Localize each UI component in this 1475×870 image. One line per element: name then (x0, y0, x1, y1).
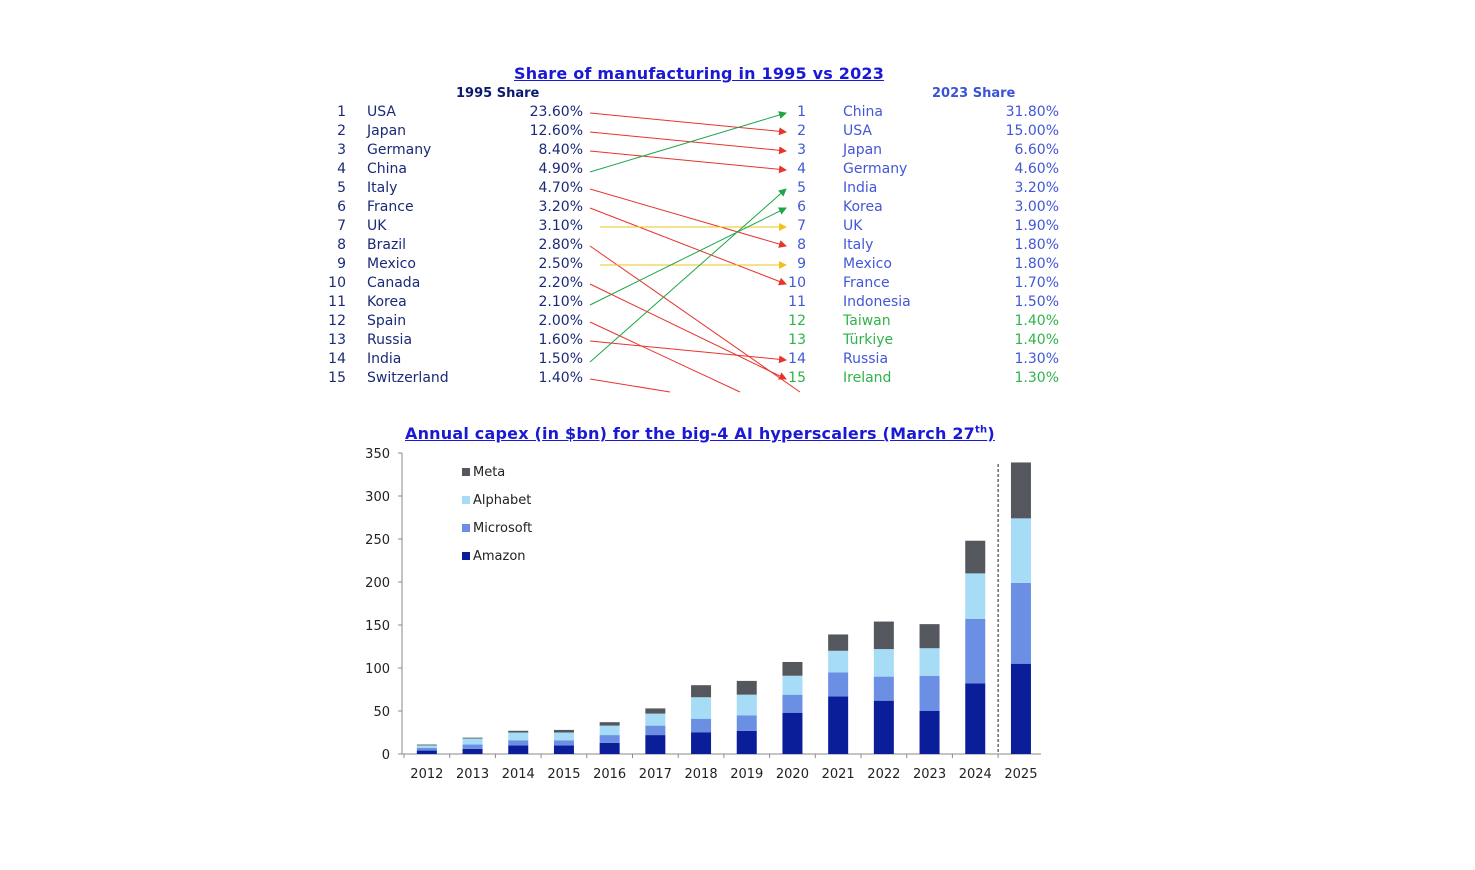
legend-swatch-alphabet (462, 496, 470, 504)
bar-alphabet-2018 (691, 697, 711, 719)
x-tick-label: 2025 (1004, 767, 1038, 782)
capex-title-suffix: ) (987, 424, 995, 443)
country-1995: Italy (367, 180, 398, 196)
share-1995: 1.40% (538, 370, 583, 386)
bar-microsoft-2016 (600, 735, 620, 743)
arrow-rank-14 (590, 189, 786, 362)
arrow-rank-15 (590, 379, 670, 392)
arrow-rank-3 (590, 151, 786, 170)
country-1995: Mexico (367, 256, 416, 272)
rank-2023: 4 (797, 161, 806, 177)
bar-amazon-2019 (737, 731, 757, 754)
legend-swatch-microsoft (462, 524, 470, 532)
rank-1995: 15 (328, 370, 346, 386)
rank-2023: 12 (788, 313, 806, 329)
y-tick-label: 0 (381, 748, 390, 763)
share-2023: 6.60% (1014, 142, 1059, 158)
arrow-rank-13 (590, 341, 786, 360)
country-2023: Italy (843, 237, 874, 253)
bar-amazon-2023 (920, 711, 940, 754)
bar-meta-2015 (554, 730, 574, 733)
bar-alphabet-2012 (417, 745, 437, 748)
share-2023: 3.20% (1014, 180, 1059, 196)
arrow-rank-5 (590, 189, 786, 246)
x-tick-label: 2014 (501, 767, 535, 782)
country-1995: Japan (367, 123, 407, 139)
country-2023: China (843, 104, 883, 120)
rank-1995: 8 (337, 237, 346, 253)
bar-amazon-2022 (874, 701, 894, 754)
country-2023: Germany (843, 161, 908, 177)
bar-microsoft-2015 (554, 740, 574, 745)
bar-alphabet-2025 (1011, 518, 1031, 583)
capex-title-main: Annual capex (in $bn) for the big-4 AI hyperscalers (March 27 (405, 424, 975, 443)
rank-1995: 10 (328, 275, 346, 291)
country-1995: Canada (367, 275, 421, 291)
country-2023: Korea (843, 199, 883, 215)
share-1995: 2.00% (538, 313, 583, 329)
bar-amazon-2015 (554, 745, 574, 754)
rank-1995: 1 (337, 104, 346, 120)
share-2023: 1.30% (1014, 370, 1059, 386)
x-tick-label: 2012 (410, 767, 444, 782)
bar-microsoft-2025 (1011, 583, 1031, 664)
bar-microsoft-2021 (828, 672, 848, 696)
bar-meta-2016 (600, 722, 620, 725)
share-2023: 1.90% (1014, 218, 1059, 234)
bar-meta-2017 (645, 708, 665, 713)
share-2023: 1.40% (1014, 313, 1059, 329)
arrow-rank-10 (590, 284, 786, 379)
bar-alphabet-2023 (920, 648, 940, 676)
bar-amazon-2024 (965, 683, 985, 754)
manufacturing-title: Share of manufacturing in 1995 vs 2023 (514, 64, 885, 83)
bar-alphabet-2013 (463, 739, 483, 745)
country-1995: China (367, 161, 407, 177)
rank-2023: 10 (788, 275, 806, 291)
bar-microsoft-2017 (645, 726, 665, 735)
bar-amazon-2017 (645, 735, 665, 754)
rank-1995: 6 (337, 199, 346, 215)
country-1995: UK (367, 218, 387, 234)
bar-meta-2023 (920, 624, 940, 648)
bar-amazon-2013 (463, 749, 483, 754)
arrow-rank-11 (590, 208, 786, 305)
legend-label-meta: Meta (473, 465, 506, 480)
bar-alphabet-2021 (828, 651, 848, 673)
bar-amazon-2012 (417, 751, 437, 754)
bar-meta-2012 (417, 745, 437, 746)
legend-swatch-amazon (462, 552, 470, 560)
y-tick-label: 100 (365, 662, 390, 677)
bar-alphabet-2022 (874, 649, 894, 677)
x-tick-label: 2021 (821, 767, 855, 782)
y-tick-label: 50 (373, 705, 390, 720)
x-tick-label: 2022 (867, 767, 901, 782)
rank-2023: 13 (788, 332, 806, 348)
rank-2023: 14 (788, 351, 806, 367)
x-tick-label: 2023 (913, 767, 947, 782)
legend-label-alphabet: Alphabet (473, 493, 532, 508)
country-2023: France (843, 275, 890, 291)
rank-2023: 7 (797, 218, 806, 234)
y-tick-label: 250 (365, 533, 390, 548)
bar-meta-2014 (508, 731, 528, 733)
rank-1995: 12 (328, 313, 346, 329)
share-1995: 2.50% (538, 256, 583, 272)
share-1995: 8.40% (538, 142, 583, 158)
bar-meta-2021 (828, 634, 848, 650)
country-2023: India (843, 180, 878, 196)
bar-microsoft-2014 (508, 740, 528, 745)
bar-alphabet-2017 (645, 714, 665, 726)
bar-microsoft-2024 (965, 619, 985, 684)
share-1995: 1.60% (538, 332, 583, 348)
bar-microsoft-2018 (691, 719, 711, 733)
bar-amazon-2020 (782, 713, 802, 754)
bar-amazon-2025 (1011, 664, 1031, 754)
share-1995: 4.70% (538, 180, 583, 196)
share-1995: 2.20% (538, 275, 583, 291)
bar-microsoft-2019 (737, 715, 757, 730)
bar-amazon-2016 (600, 743, 620, 754)
bar-amazon-2021 (828, 696, 848, 754)
x-tick-label: 2013 (456, 767, 490, 782)
country-1995: France (367, 199, 414, 215)
country-1995: Switzerland (367, 370, 449, 386)
x-tick-label: 2024 (958, 767, 992, 782)
share-1995: 3.10% (538, 218, 583, 234)
rank-2023: 6 (797, 199, 806, 215)
share-2023: 1.70% (1014, 275, 1059, 291)
share-2023: 1.40% (1014, 332, 1059, 348)
rank-1995: 14 (328, 351, 346, 367)
x-tick-label: 2015 (547, 767, 581, 782)
country-2023: UK (843, 218, 863, 234)
header-2023-share: 2023 Share (932, 86, 1016, 101)
rank-2023: 8 (797, 237, 806, 253)
country-2023: Japan (843, 142, 883, 158)
bar-meta-2025 (1011, 462, 1031, 518)
rank-1995: 13 (328, 332, 346, 348)
share-1995: 1.50% (538, 351, 583, 367)
rank-1995: 7 (337, 218, 346, 234)
share-2023: 1.30% (1014, 351, 1059, 367)
rank-1995: 3 (337, 142, 346, 158)
share-2023: 31.80% (1005, 104, 1059, 120)
country-1995: Brazil (367, 237, 407, 253)
rank-1995: 9 (337, 256, 346, 272)
bar-alphabet-2014 (508, 733, 528, 741)
bar-meta-2024 (965, 541, 985, 574)
country-2023: Mexico (843, 256, 892, 272)
share-2023: 3.00% (1014, 199, 1059, 215)
bar-microsoft-2023 (920, 676, 940, 711)
share-1995: 23.60% (529, 104, 583, 120)
share-2023: 4.60% (1014, 161, 1059, 177)
country-2023: Türkiye (843, 332, 894, 348)
rank-2023: 1 (797, 104, 806, 120)
x-tick-label: 2017 (638, 767, 672, 782)
arrow-rank-1 (590, 113, 786, 132)
arrow-rank-2 (590, 132, 786, 151)
rank-2023: 5 (797, 180, 806, 196)
bar-meta-2018 (691, 685, 711, 697)
country-2023: Russia (843, 351, 889, 367)
legend-swatch-meta (462, 468, 470, 476)
country-1995: Spain (367, 313, 407, 329)
share-2023: 1.80% (1014, 237, 1059, 253)
share-1995: 3.20% (538, 199, 583, 215)
rank-2023: 11 (788, 294, 806, 310)
bar-alphabet-2020 (782, 676, 802, 695)
bar-alphabet-2019 (737, 695, 757, 716)
bar-meta-2022 (874, 622, 894, 650)
y-tick-label: 200 (365, 576, 390, 591)
bar-meta-2013 (463, 738, 483, 739)
share-1995: 4.90% (538, 161, 583, 177)
rank-2023: 2 (797, 123, 806, 139)
share-1995: 2.80% (538, 237, 583, 253)
rank-1995: 11 (328, 294, 346, 310)
arrow-rank-12 (590, 322, 740, 392)
rank-2023: 15 (788, 370, 806, 386)
y-tick-label: 350 (365, 447, 390, 462)
capex-chart (340, 440, 1060, 800)
bar-meta-2020 (782, 662, 802, 676)
country-2023: USA (843, 123, 872, 139)
bar-meta-2019 (737, 681, 757, 695)
country-1995: India (367, 351, 402, 367)
country-2023: Indonesia (843, 294, 911, 310)
share-2023: 1.80% (1014, 256, 1059, 272)
x-tick-label: 2019 (730, 767, 764, 782)
bar-alphabet-2024 (965, 573, 985, 619)
bar-alphabet-2015 (554, 733, 574, 741)
country-2023: Taiwan (843, 313, 891, 329)
rank-2023: 9 (797, 256, 806, 272)
country-1995: Russia (367, 332, 413, 348)
rank-1995: 5 (337, 180, 346, 196)
share-1995: 12.60% (529, 123, 583, 139)
y-tick-label: 300 (365, 490, 390, 505)
rank-1995: 2 (337, 123, 346, 139)
country-1995: USA (367, 104, 396, 120)
arrow-rank-6 (590, 208, 786, 284)
legend-label-microsoft: Microsoft (473, 521, 533, 536)
rank-1995: 4 (337, 161, 346, 177)
x-tick-label: 2016 (593, 767, 627, 782)
country-1995: Korea (367, 294, 407, 310)
bar-amazon-2018 (691, 733, 711, 755)
share-2023: 15.00% (1005, 123, 1059, 139)
capex-title-superscript: th (975, 424, 988, 436)
y-tick-label: 150 (365, 619, 390, 634)
share-1995: 2.10% (538, 294, 583, 310)
arrow-rank-4 (590, 113, 786, 172)
x-tick-label: 2020 (775, 767, 809, 782)
bar-microsoft-2022 (874, 677, 894, 701)
header-1995-share: 1995 Share (456, 86, 540, 101)
bar-amazon-2014 (508, 745, 528, 754)
rank-2023: 3 (797, 142, 806, 158)
x-tick-label: 2018 (684, 767, 718, 782)
share-2023: 1.50% (1014, 294, 1059, 310)
bar-microsoft-2013 (463, 745, 483, 749)
legend-label-amazon: Amazon (473, 549, 526, 564)
country-2023: Ireland (843, 370, 892, 386)
country-1995: Germany (367, 142, 432, 158)
bar-microsoft-2020 (782, 695, 802, 713)
bar-microsoft-2012 (417, 748, 437, 751)
bar-alphabet-2016 (600, 726, 620, 735)
rank-change-arrows (0, 0, 1475, 400)
